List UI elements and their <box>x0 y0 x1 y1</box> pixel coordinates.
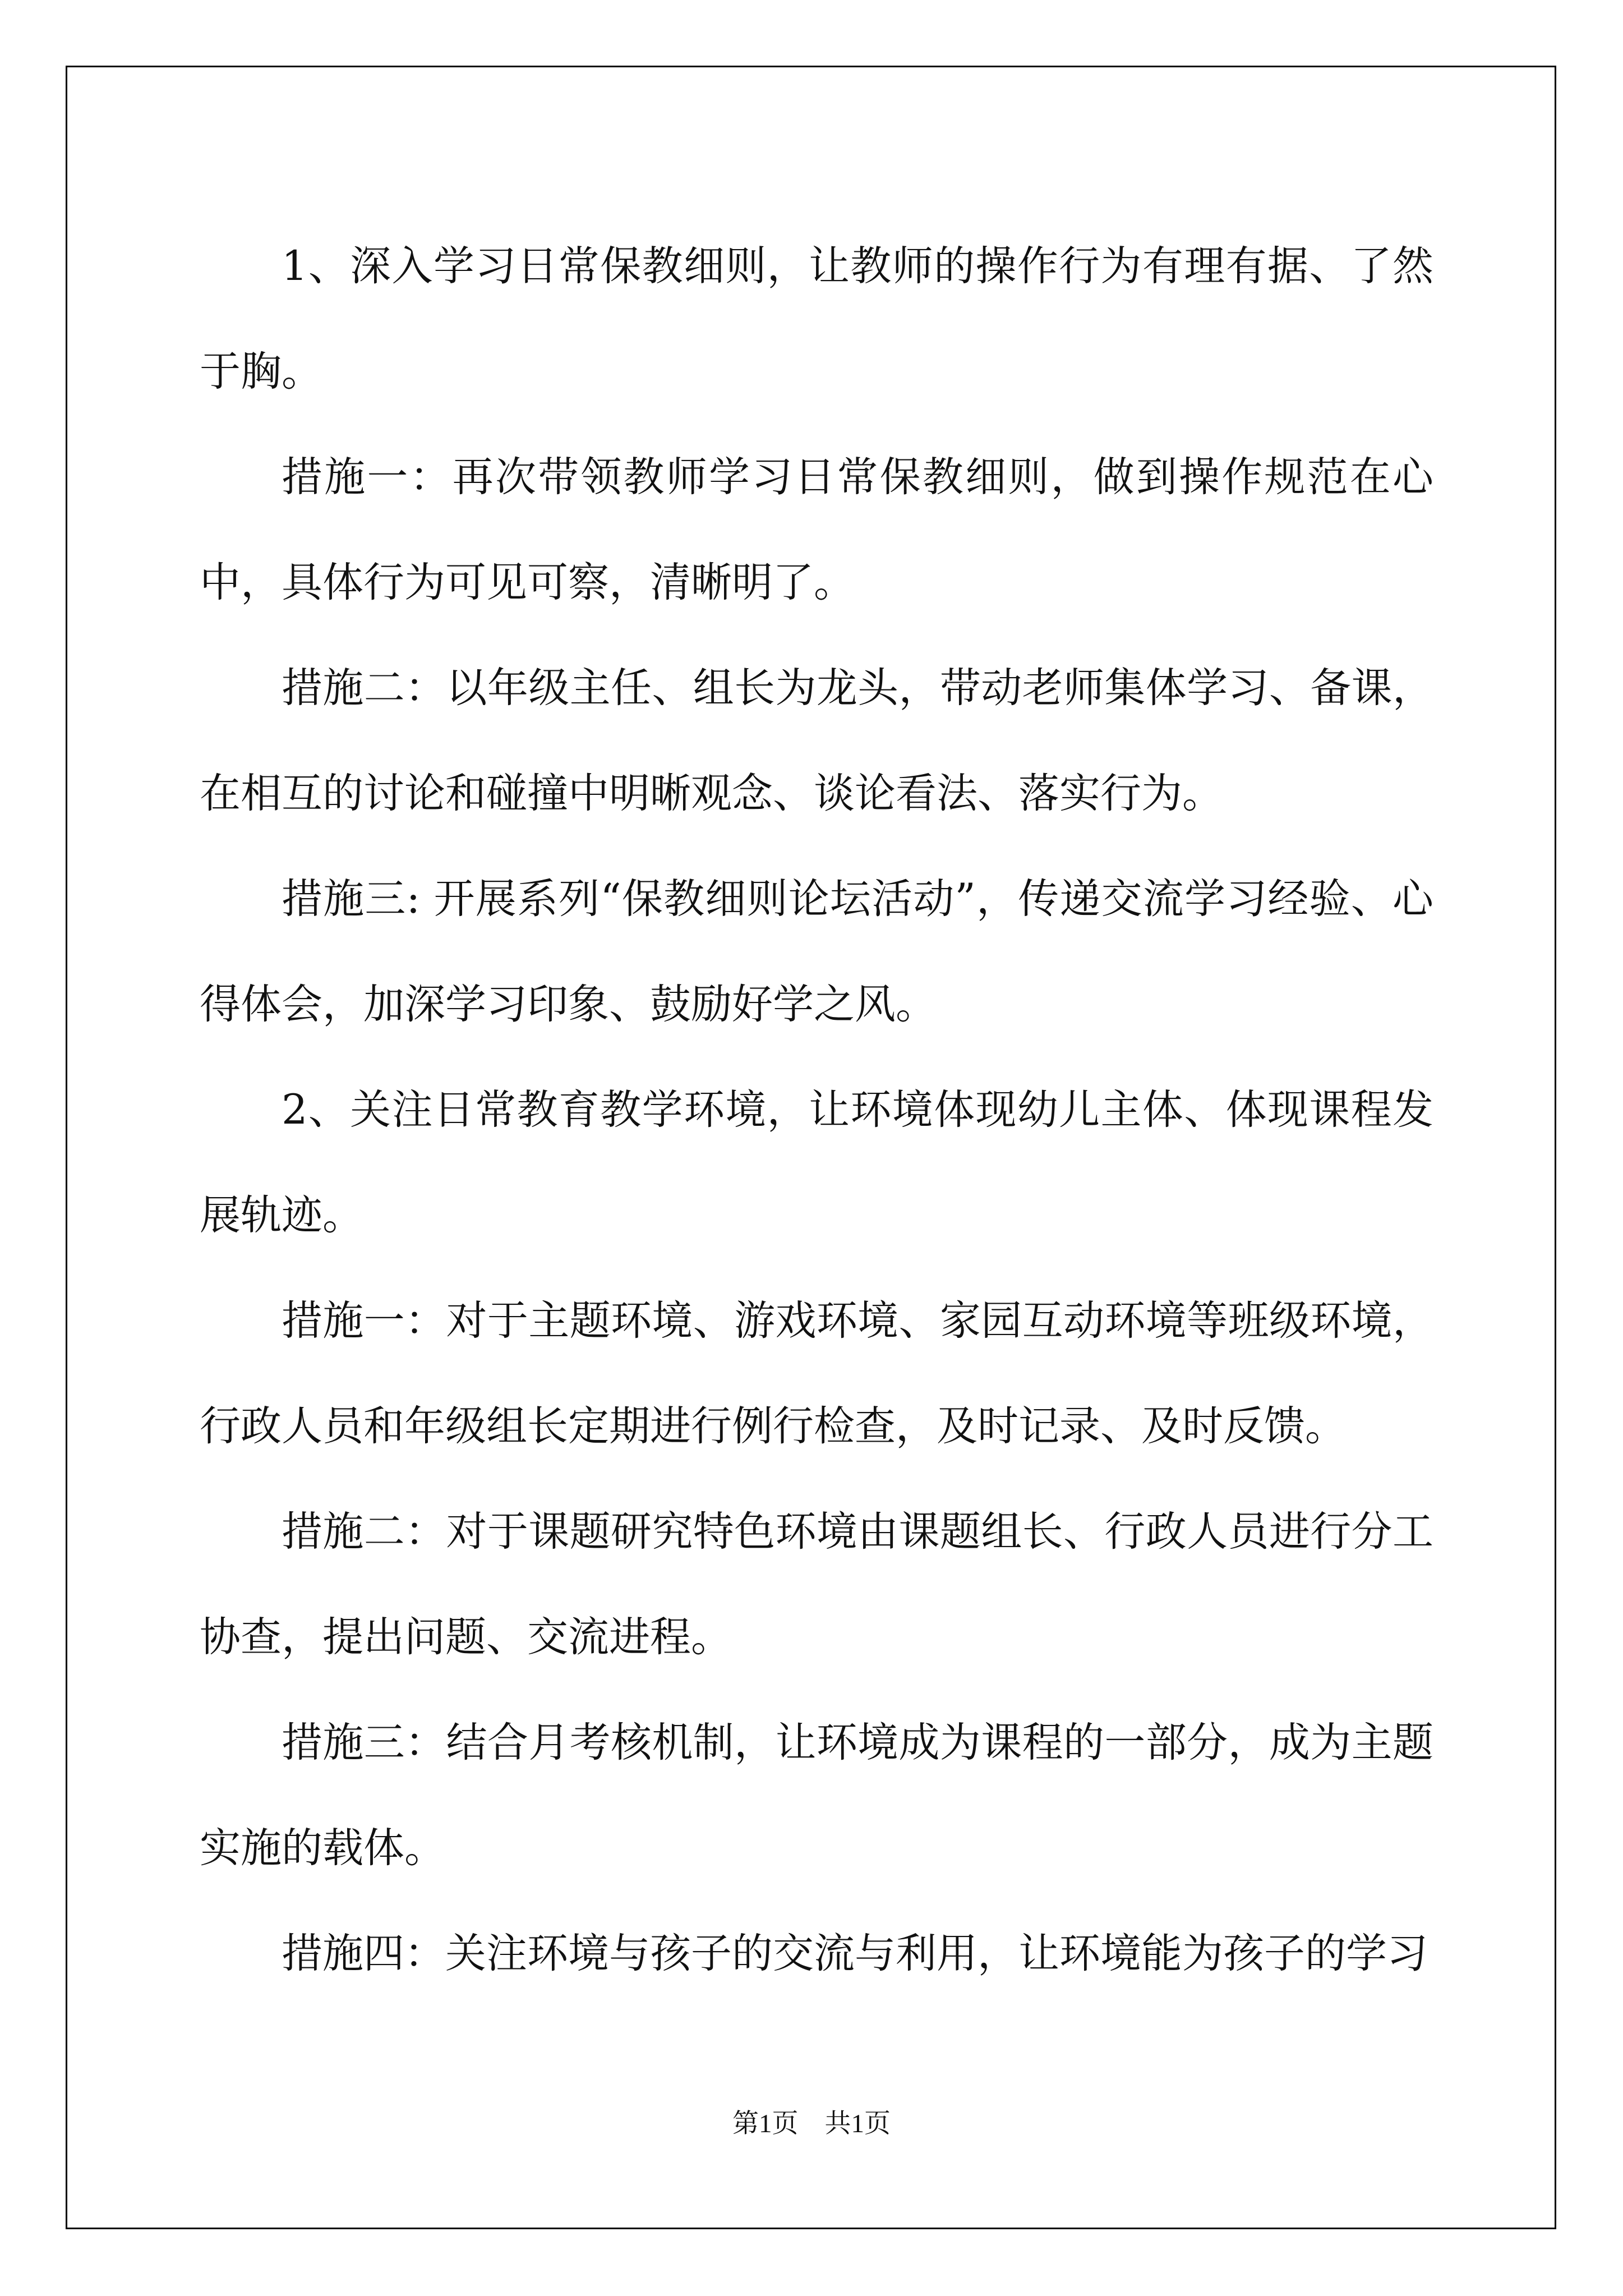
paragraph-9: 措施四：关注环境与孩子的交流与利用，让环境能为孩子的学习 <box>282 1930 1428 1977</box>
paragraph-4: 措施三: 开展系列“保教细则论坛活动”，传递交流学习经验、心得体会，加深学习印象、鼓励好学之风。 <box>200 875 1433 1028</box>
paragraph-3: 措施二：以年级主任、组长为龙头，带动老师集体学习、备课，在相互的讨论和碰撞中明晰观念、谈论看法、落实行为。 <box>200 664 1433 817</box>
paragraph-5: 2、关注日常教育教学环境，让环境体现幼儿主体、体现课程发展轨迹。 <box>200 1086 1433 1239</box>
paragraph-6: 措施一：对于主题环境、游戏环境、家园互动环境等班级环境，行政人员和年级组长定期进行例行检查，及时记录、及时反馈。 <box>200 1297 1433 1450</box>
paragraph-2: 措施一：再次带领教师学习日常保教细则，做到操作规范在心中，具体行为可见可察，清晰明了。 <box>200 453 1433 606</box>
paragraph-1: 1、深入学习日常保教细则，让教师的操作行为有理有据、了然于胸。 <box>200 242 1433 395</box>
document-body <box>200 214 1433 2007</box>
paragraph-8: 措施三：结合月考核机制，让环境成为课程的一部分，成为主题实施的载体。 <box>200 1719 1433 1872</box>
paragraph-7: 措施二：对于课题研究特色环境由课题组长、行政人员进行分工协查，提出问题、交流进程。 <box>200 1508 1433 1661</box>
page-footer: 第1页 共1页 <box>732 2109 891 2138</box>
